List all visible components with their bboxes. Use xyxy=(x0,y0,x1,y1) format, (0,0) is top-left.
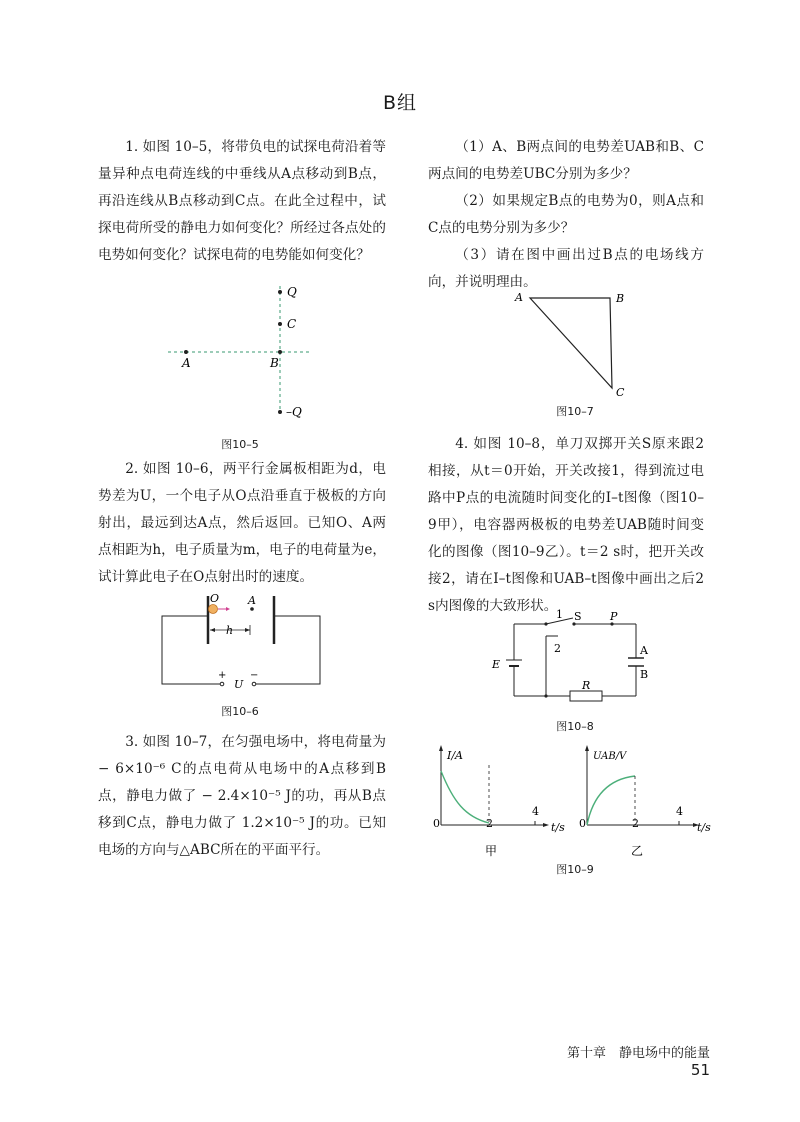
fig-10-7-caption: 图10–7 xyxy=(556,405,594,418)
question-2-text: 2. 如图 10–6，两平行金属板相距为d，电势差为U，一个电子从O点沿垂直于极板的方向射出，最远到达A点，然后返回。已知O、A两点相距为h，电子质量为m，电子的电荷量为e，试计算此电子在O点射出时的速度。 xyxy=(98,461,386,585)
question-3-part-3: （3）请在图中画出过B点的电场线方向，并说明理由。 xyxy=(428,247,704,290)
fig8-label-A: A xyxy=(640,644,648,657)
fig9-right-tick-4: 4 xyxy=(676,805,683,818)
fig9-left-origin: 0 xyxy=(433,817,440,830)
fig7-label-A: A xyxy=(515,291,523,304)
fig6-label-A: A xyxy=(248,594,256,607)
section-title: B组 xyxy=(382,92,418,114)
fig9-right-ylabel: UAB/V xyxy=(593,751,627,762)
chapter-title: 第十章 静电场中的能量 xyxy=(566,1046,710,1061)
fig8-label-E: E xyxy=(492,658,501,671)
fig8-label-R: R xyxy=(582,679,591,692)
fig5-label-B: B xyxy=(270,356,279,370)
page-footer xyxy=(560,1042,710,1079)
question-1-text: 1. 如图 10–5，将带负电的试探电荷沿着等量异种点电荷连线的中垂线从A点移动到B点，再沿连线从B点移动到C点。在此全过程中，试探电荷所受的静电力如何变化？所经过各点处的电势如何变化？试探电荷的电势能如何变化？ xyxy=(98,139,386,263)
figure-10-9-right-graph xyxy=(575,745,715,858)
fig7-label-B: B xyxy=(616,292,625,305)
fig9-right-origin: 0 xyxy=(579,817,586,830)
fig8-label-S: S xyxy=(574,610,582,623)
fig9-left-name: 甲 xyxy=(485,844,498,858)
fig6-label-O: O xyxy=(210,592,220,605)
question-2 xyxy=(98,456,386,591)
figure-10-6 xyxy=(160,592,330,698)
question-3-part-1: （1）A、B两点间的电势差UAB和B、C两点间的电势差UBC分别为多少？ xyxy=(428,139,704,182)
fig7-label-C: C xyxy=(616,386,625,399)
question-3-part-2: （2）如果规定B点的电势为0，则A点和C点的电势分别为多少？ xyxy=(428,193,704,236)
fig6-plus: + xyxy=(218,670,227,681)
fig9-left-xlabel: t/s xyxy=(551,821,565,834)
question-3 xyxy=(98,729,386,864)
fig6-label-h: h xyxy=(226,624,234,637)
fig-10-8-caption: 图10–8 xyxy=(556,720,594,733)
fig8-label-2: 2 xyxy=(554,642,561,655)
fig9-right-tick-2: 2 xyxy=(632,817,639,830)
fig6-minus: − xyxy=(250,670,259,681)
fig-10-6-caption: 图10–6 xyxy=(221,705,259,718)
fig8-label-1: 1 xyxy=(556,608,563,621)
question-3-text: 3. 如图 10–7，在匀强电场中，将电荷量为 − 6×10⁻⁶ C的点电荷从电场中的A点移到B点，静电力做了 − 2.4×10⁻⁵ J的功，再从B点移到C点，静电力做了 1.2×10⁻⁵ J的功。已知电场的方向与△ABC所在的平面平行。 xyxy=(98,734,386,858)
figure-10-7 xyxy=(510,288,640,403)
fig-10-9-caption: 图10–9 xyxy=(556,863,594,876)
fig9-right-name: 乙 xyxy=(631,844,644,858)
question-3-parts xyxy=(428,134,704,296)
fig9-left-ylabel: I/A xyxy=(447,749,463,762)
figure-10-8 xyxy=(488,608,658,712)
fig6-label-U: U xyxy=(234,678,244,691)
fig9-left-tick-2: 2 xyxy=(486,817,493,830)
fig5-label-A: A xyxy=(182,356,191,370)
fig8-label-B: B xyxy=(640,668,649,681)
fig5-label-Q: Q xyxy=(287,285,297,299)
figure-10-5 xyxy=(160,280,330,430)
fig5-label-C: C xyxy=(287,317,297,331)
fig-10-5-caption: 图10–5 xyxy=(221,438,259,451)
question-4-text: 4. 如图 10–8，单刀双掷开关S原来跟2相接，从t＝0开始，开关改接1，得到流过电路中P点的电流随时间变化的I–t图像（图10–9甲），电容器两极板的电势差UAB随时间变化的图像（图10–9乙）。t＝2 s时，把开关改接2，请在I–t图像和UAB–t图像中画出之后2 s内图像的大致形状。 xyxy=(428,436,704,614)
question-1 xyxy=(98,134,386,269)
page-number: 51 xyxy=(690,1061,710,1079)
fig8-label-P: P xyxy=(610,610,618,623)
fig9-right-xlabel: t/s xyxy=(697,821,711,834)
question-4 xyxy=(428,431,704,620)
fig5-label-negQ: –Q xyxy=(286,405,302,419)
fig9-left-tick-4: 4 xyxy=(532,805,539,818)
figure-10-9-left-graph xyxy=(425,745,565,858)
